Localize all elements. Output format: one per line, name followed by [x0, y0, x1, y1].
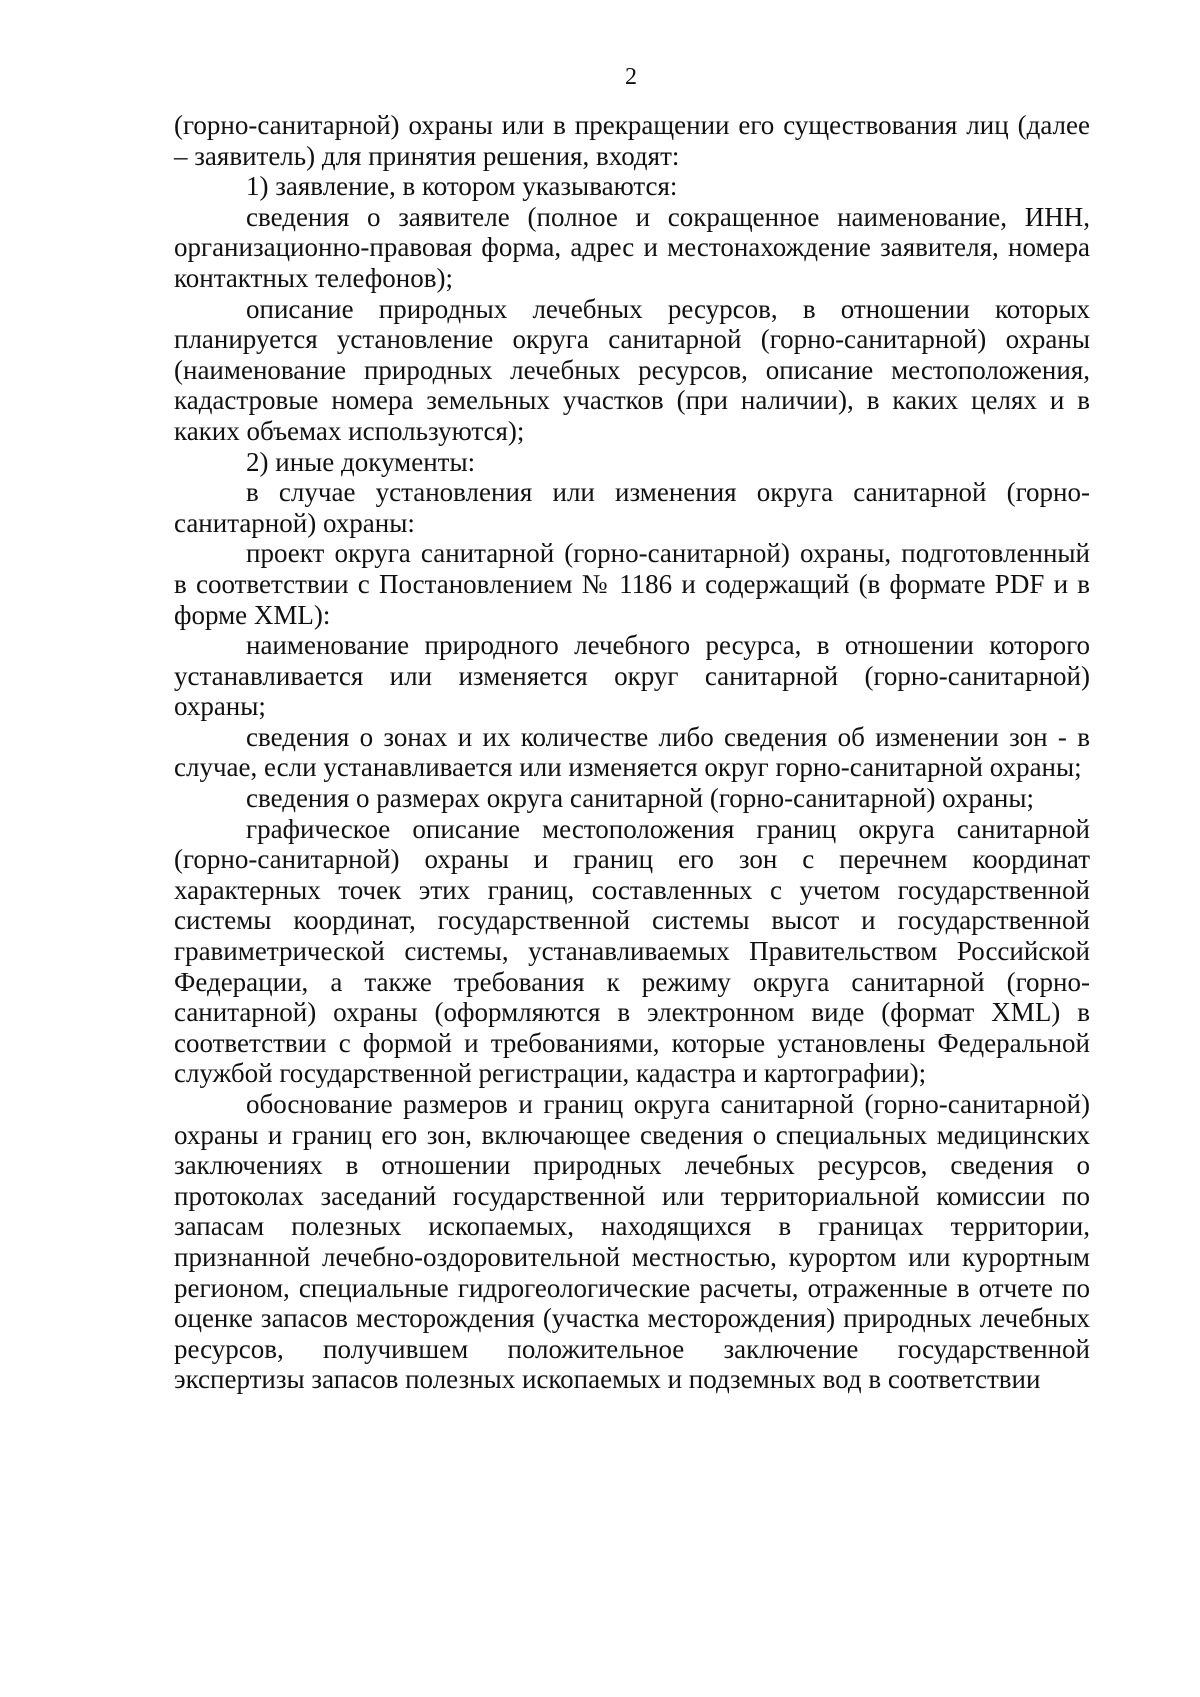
paragraph: сведения о зонах и их количестве либо сведения об изменении зон - в случае, если устанавливается или изменяется округ горно-санитарной охраны; — [174, 721, 1090, 783]
paragraph: 1) заявление, в котором указываются: — [246, 171, 678, 202]
paragraph: 2) иные документы: — [246, 446, 476, 477]
paragraph: в случае установления или изменения округа санитарной (горно-санитарной) охраны: — [174, 477, 1090, 538]
paragraph: проект округа санитарной (горно-санитарной) охраны, подготовленный в соответствии с Постановлением № 1186 и содержащий (в формате PDF и в форме XML): — [174, 538, 1090, 630]
paragraph: (горно-санитарной) охраны или в прекращении его существования лиц (далее – заявитель) для принятия решения, входят: — [174, 110, 1090, 171]
page-number: 2 — [625, 64, 637, 90]
paragraph: графическое описание местоположения границ округа санитарной (горно-санитарной) охраны и границ его зон с перечнем координат характерных точек этих границ, составленных с учетом государственной системы координат, государственной системы высот и государственной гравиметрической системы, устанавливаемых Правительством Российской Федерации, а также требования к режиму округа санитарной (горно-санитарной) охраны (оформляются в электронном виде (формат XML) в соответствии с формой и требованиями, которые установлены Федеральной службой государственной регистрации, кадастра и картографии); — [174, 813, 1090, 1089]
document-body — [174, 110, 1090, 1395]
paragraph: наименование природного лечебного ресурса, в отношении которого устанавливается или изменяется округ санитарной (горно-санитарной) охраны; — [174, 630, 1090, 722]
paragraph: сведения о размерах округа санитарной (горно-санитарной) охраны; — [246, 783, 1035, 814]
paragraph: обоснование размеров и границ округа санитарной (горно-санитарной) охраны и границ его зон, включающее сведения о специальных медицинских заключениях в отношении природных лечебных ресурсов, сведения о протоколах заседаний государственной или территориальной комиссии по запасам полезных ископаемых, находящихся в границах территории, признанной лечебно-оздоровительной местностью, курортом или курортным регионом, специальные гидрогеологические расчеты, отраженные в отчете по оценке запасов месторождения (участка месторождения) природных лечебных ресурсов, получившем положительное заключение государственной экспертизы запасов полезных ископаемых и подземных вод в соответствии — [174, 1089, 1090, 1395]
paragraph: сведения о заявителе (полное и сокращенное наименование, ИНН, организационно-правовая форма, адрес и местонахождение заявителя, номера контактных телефонов); — [174, 201, 1090, 293]
paragraph: описание природных лечебных ресурсов, в отношении которых планируется установление округа санитарной (горно-санитарной) охраны (наименование природных лечебных ресурсов, описание местоположения, кадастровые номера земельных участков (при наличии), в каких целях и в каких объемах используются); — [174, 293, 1090, 446]
